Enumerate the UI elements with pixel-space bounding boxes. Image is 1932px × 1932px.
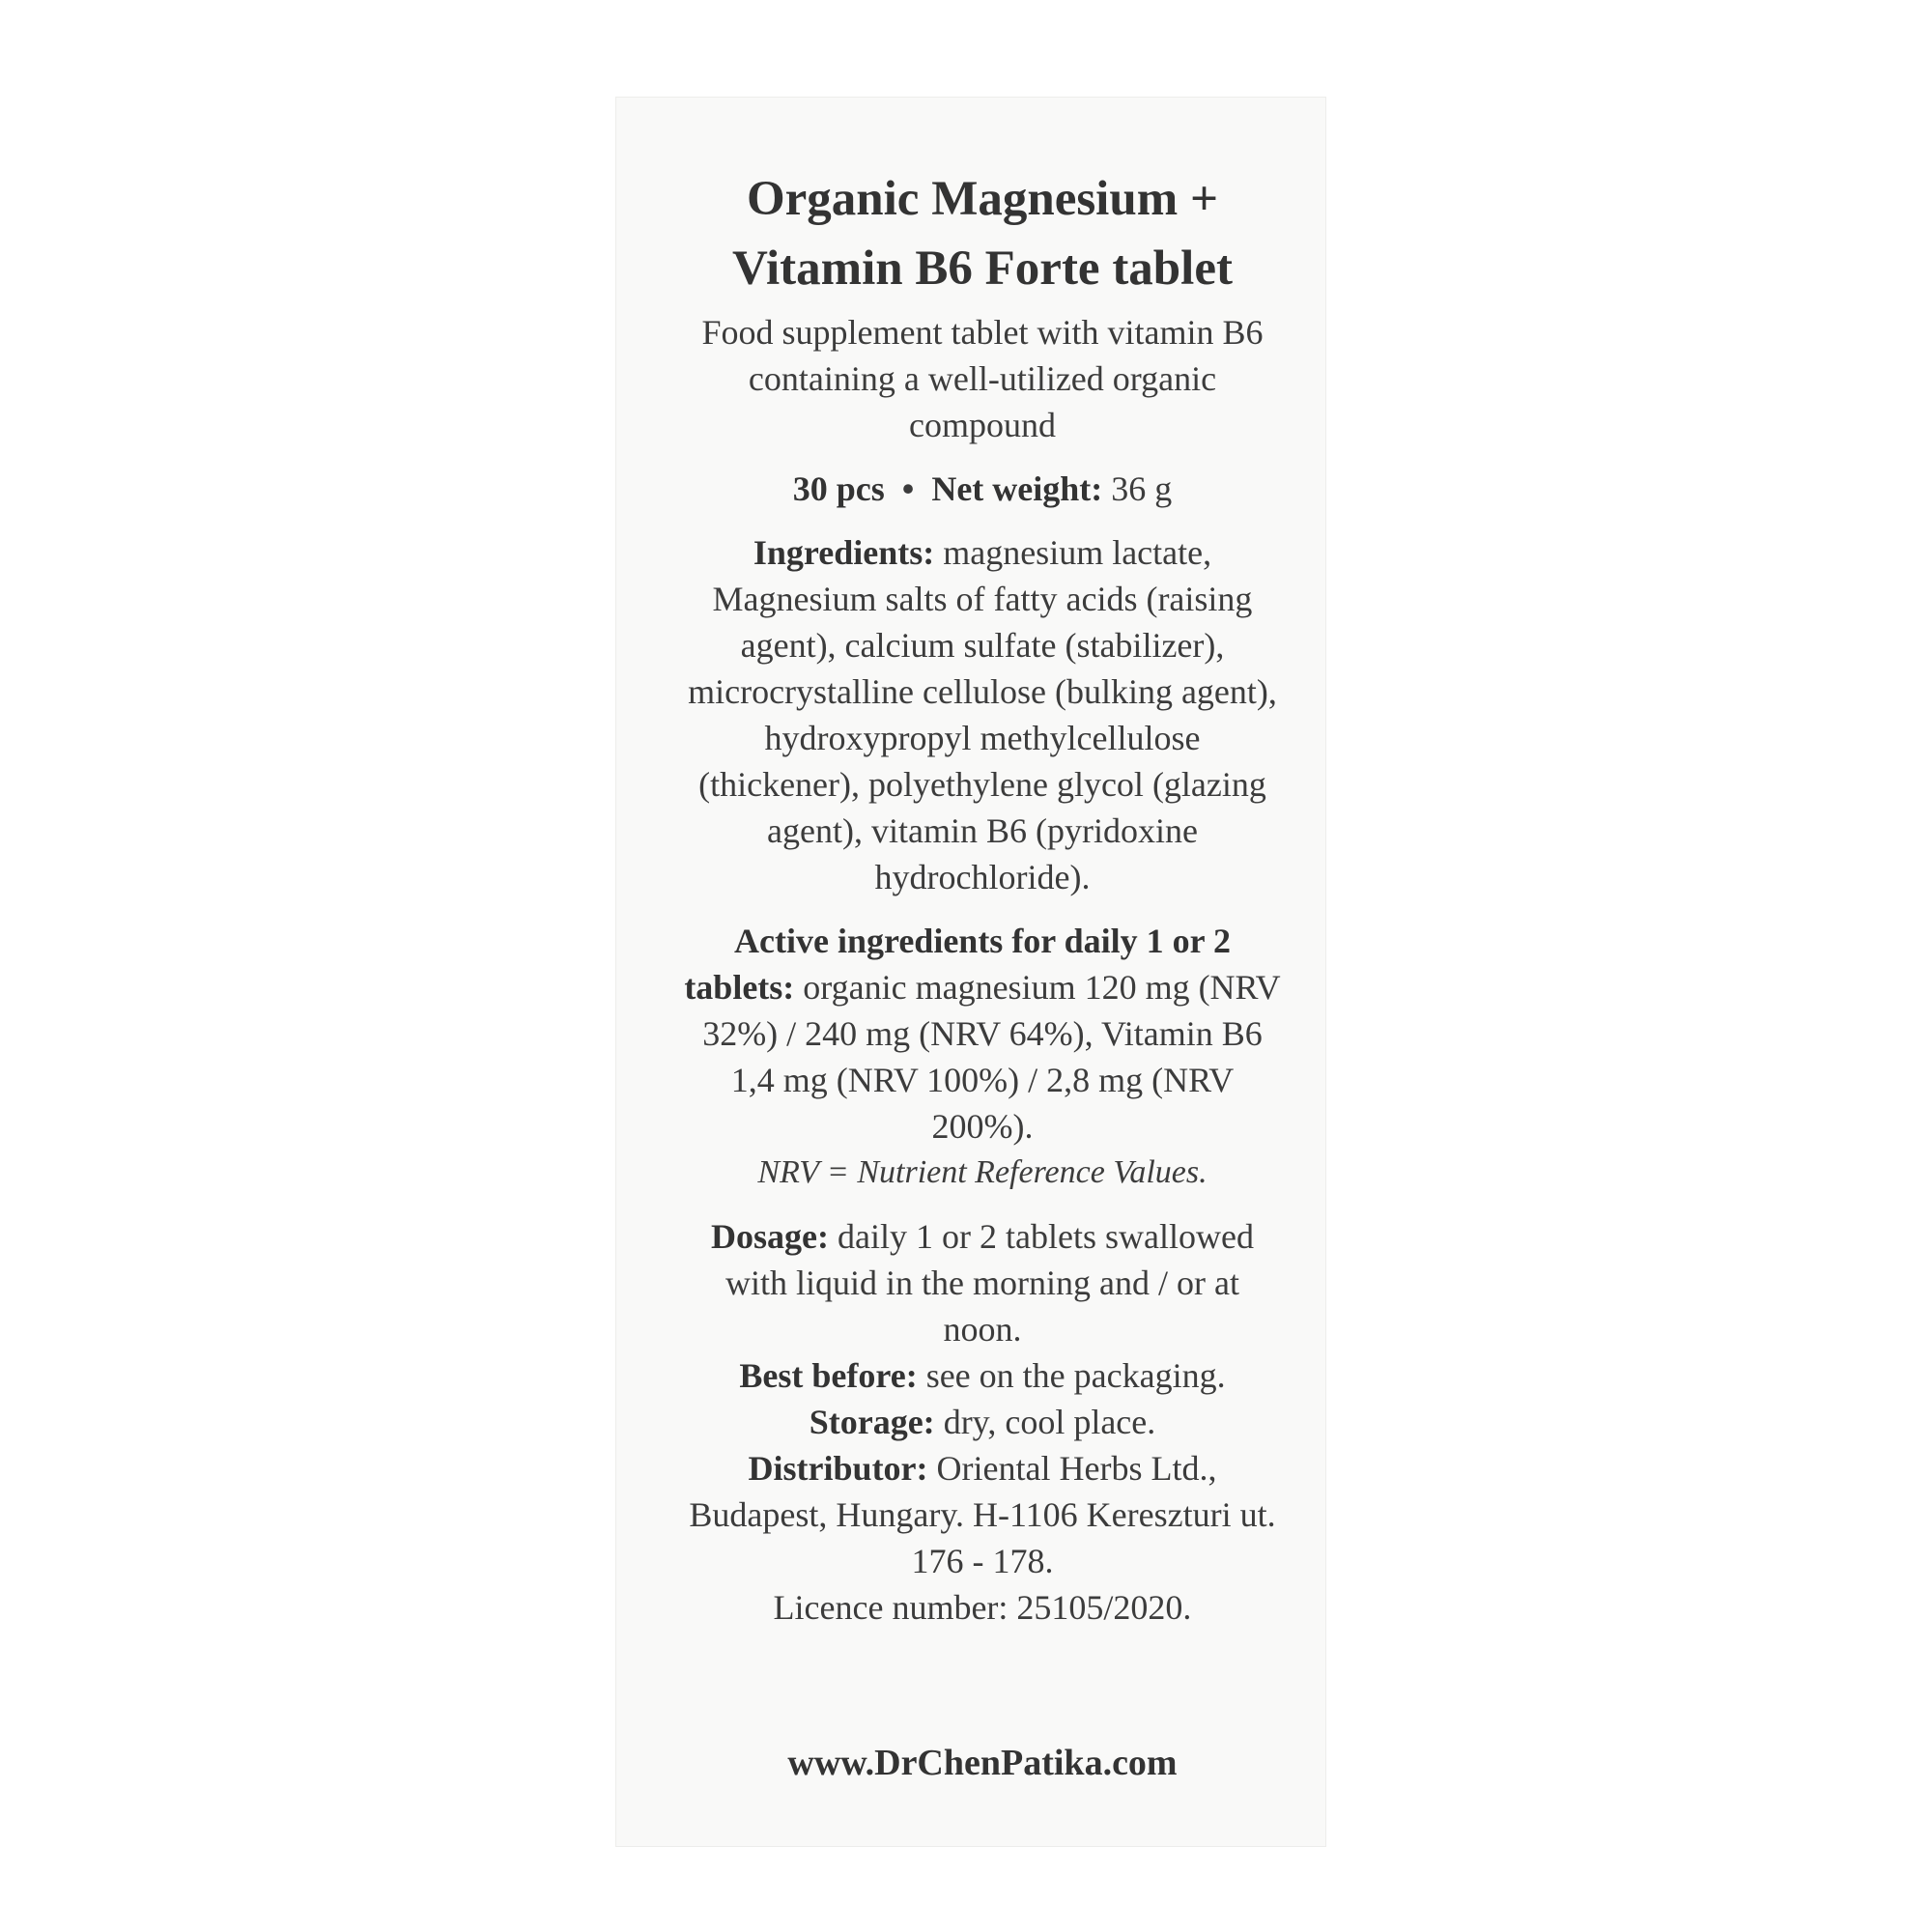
product-title-line2: Vitamin B6 Forte tablet	[732, 242, 1233, 296]
nrv-note: NRV = Nutrient Reference Values.	[757, 1154, 1208, 1190]
net-weight-value: 36 g	[1111, 469, 1173, 508]
active-ingredients-block	[683, 918, 1282, 1150]
best-before-text: see on the packaging.	[925, 1356, 1226, 1395]
dosage-text: daily 1 or 2 tablets swallowed with liquid in the morning and / or at noon.	[725, 1217, 1254, 1349]
product-title-line1: Organic Magnesium +	[746, 172, 1219, 226]
storage-label: Storage:	[809, 1403, 935, 1441]
product-subtitle: Food supplement tablet with vitamin B6 containing a well-utilized organic compound	[701, 313, 1264, 444]
dosage-block	[683, 1213, 1282, 1352]
piece-count: 30 pcs	[792, 469, 885, 508]
quantity-line	[683, 466, 1282, 512]
website-url: www.DrChenPatika.com	[787, 1743, 1178, 1783]
distributor-text: Oriental Herbs Ltd., Budapest, Hungary. H-1106 Kereszturi ut. 176 - 178.	[689, 1449, 1276, 1580]
best-before-block	[683, 1352, 1282, 1399]
distributor-label: Distributor:	[748, 1449, 928, 1488]
distributor-block	[683, 1445, 1282, 1584]
bullet-separator: •	[901, 469, 915, 508]
ingredients-block	[683, 529, 1282, 900]
dosage-label: Dosage:	[711, 1217, 830, 1256]
best-before-label: Best before:	[739, 1356, 918, 1395]
product-title	[683, 164, 1282, 303]
active-ingredients-label: Active ingredients for daily 1 or 2 tablets:	[684, 922, 1231, 1007]
label-content	[683, 164, 1282, 1631]
ingredients-label: Ingredients:	[753, 533, 935, 572]
net-weight-label: Net weight:	[931, 469, 1103, 508]
licence-number: Licence number: 25105/2020.	[773, 1588, 1192, 1627]
storage-text: dry, cool place.	[943, 1403, 1156, 1441]
storage-block	[683, 1399, 1282, 1445]
active-ingredients-text: organic magnesium 120 mg (NRV 32%) / 240 mg (NRV 64%), Vitamin B6 1,4 mg (NRV 100%) / 2,8 mg (NRV 200%).	[702, 968, 1281, 1146]
ingredients-text: magnesium lactate, Magnesium salts of fatty acids (raising agent), calcium sulfate (stabilizer), microcrystalline cellulose (bulking agent), hydroxypropyl methylcellulose (thickener), polyethylene glycol (glazing agent), vitamin B6 (pyridoxine hydrochloride).	[688, 533, 1277, 896]
